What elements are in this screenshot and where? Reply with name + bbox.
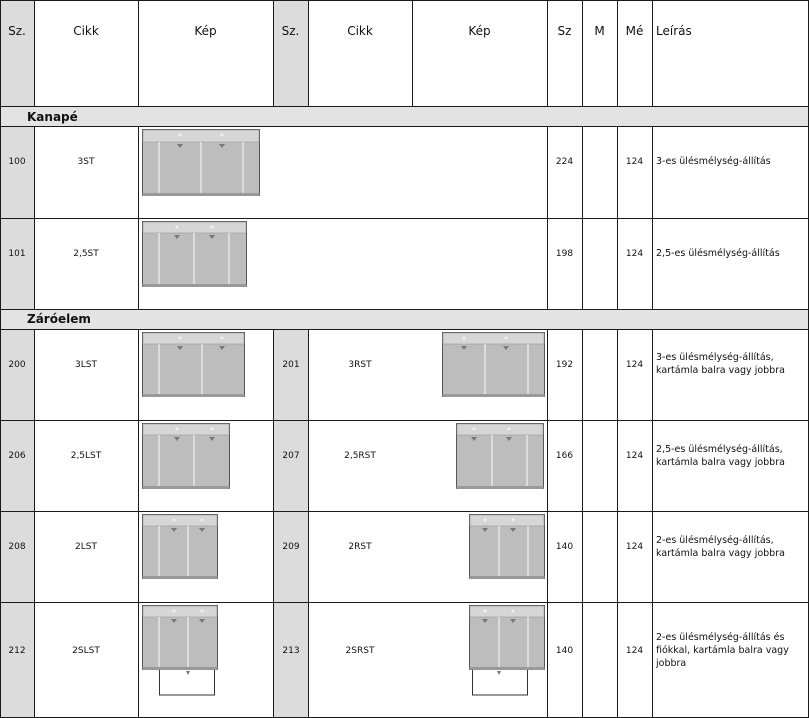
width-value: 140 bbox=[555, 646, 574, 656]
height-value: 124 bbox=[625, 646, 644, 656]
article-code: 2SLST bbox=[72, 646, 100, 656]
svg-text:*: * bbox=[511, 608, 515, 617]
svg-text:*: * bbox=[200, 517, 204, 526]
description: 3-es ülésmélység-állítás, kartámla balra vagy jobbra bbox=[656, 352, 785, 376]
sofa-2-seat-left-arm-icon bbox=[142, 514, 218, 580]
article-code: 2,5ST bbox=[73, 249, 99, 259]
height-value: 124 bbox=[625, 249, 644, 259]
sofa-2-5-seat-icon bbox=[142, 221, 247, 288]
svg-text:*: * bbox=[220, 335, 224, 344]
width-value: 140 bbox=[555, 542, 574, 552]
header-description: Leírás bbox=[656, 24, 692, 38]
article-number-right: 207 bbox=[282, 451, 300, 461]
article-number: 208 bbox=[8, 542, 26, 552]
header-sz-right: Sz. bbox=[281, 24, 300, 38]
article-number-right: 209 bbox=[282, 542, 300, 552]
height-value: 124 bbox=[625, 360, 644, 370]
width-value: 192 bbox=[555, 360, 574, 370]
article-code: 3ST bbox=[77, 157, 95, 167]
width-value: 224 bbox=[555, 157, 574, 167]
article-code: 2,5LST bbox=[70, 451, 102, 461]
sofa-2-5-seat-right-arm-icon bbox=[456, 423, 544, 490]
width-value: 198 bbox=[555, 249, 574, 259]
article-number-right: 201 bbox=[282, 360, 300, 370]
width-value: 166 bbox=[555, 451, 574, 461]
sofa-3-seat-right-arm-icon bbox=[442, 332, 545, 398]
header-depth: M bbox=[594, 24, 605, 38]
article-code-right: 2,5RST bbox=[344, 451, 376, 461]
description: 2,5-es ülésmélység-állítás bbox=[656, 248, 780, 259]
article-number-right: 213 bbox=[282, 646, 300, 656]
svg-text:*: * bbox=[462, 335, 466, 344]
description: 2-es ülésmélység-állítás, kartámla balra vagy jobbra bbox=[656, 535, 785, 559]
svg-text:*: * bbox=[472, 426, 476, 435]
svg-text:*: * bbox=[175, 224, 179, 233]
description: 3-es ülésmélység-állítás bbox=[656, 156, 771, 167]
article-code: 3LST bbox=[75, 360, 97, 370]
article-code: 2LST bbox=[75, 542, 97, 552]
height-value: 124 bbox=[625, 542, 644, 552]
svg-text:*: * bbox=[210, 426, 214, 435]
header-kep: Kép bbox=[194, 24, 217, 38]
svg-text:*: * bbox=[511, 517, 515, 526]
svg-text:*: * bbox=[220, 132, 224, 141]
article-number: 200 bbox=[8, 360, 26, 370]
header-sz: Sz. bbox=[8, 24, 26, 38]
svg-text:*: * bbox=[507, 426, 511, 435]
description: 2,5-es ülésmélység-állítás, kartámla balra vagy jobbra bbox=[656, 444, 785, 468]
header-cikk: Cikk bbox=[73, 24, 99, 38]
sofa-2-seat-drawer-right-arm-icon bbox=[469, 605, 545, 697]
article-number: 212 bbox=[8, 646, 26, 656]
svg-text:*: * bbox=[178, 132, 182, 141]
svg-text:*: * bbox=[175, 426, 179, 435]
section-title-zaroelem: Záróelem bbox=[27, 312, 91, 326]
height-value: 124 bbox=[625, 451, 644, 461]
svg-text:*: * bbox=[483, 608, 487, 617]
article-number: 206 bbox=[8, 451, 26, 461]
sofa-2-5-seat-left-arm-icon bbox=[142, 423, 230, 490]
svg-text:*: * bbox=[172, 517, 176, 526]
height-value: 124 bbox=[625, 157, 644, 167]
article-number: 101 bbox=[8, 249, 26, 259]
article-code-right: 3RST bbox=[348, 360, 372, 370]
svg-text:*: * bbox=[210, 224, 214, 233]
header-height: Mé bbox=[625, 24, 644, 38]
sofa-2-seat-drawer-left-arm-icon bbox=[142, 605, 218, 697]
svg-text:*: * bbox=[200, 608, 204, 617]
svg-text:*: * bbox=[172, 608, 176, 617]
svg-text:*: * bbox=[178, 335, 182, 344]
svg-text:*: * bbox=[504, 335, 508, 344]
svg-text:*: * bbox=[483, 517, 487, 526]
article-code-right: 2RST bbox=[348, 542, 372, 552]
header-kep-right: Kép bbox=[468, 24, 491, 38]
section-title-kanape: Kanapé bbox=[27, 110, 78, 124]
article-number: 100 bbox=[8, 157, 26, 167]
header-width: Sz bbox=[557, 24, 572, 38]
sofa-2-seat-right-arm-icon bbox=[469, 514, 545, 580]
sofa-3-seat-left-arm-icon bbox=[142, 332, 245, 398]
description: 2-es ülésmélység-állítás és fiókkal, kartámla balra vagy jobbra bbox=[656, 632, 789, 669]
article-code-right: 2SRST bbox=[345, 646, 375, 656]
header-cikk-right: Cikk bbox=[347, 24, 373, 38]
sofa-3-seat-icon bbox=[142, 129, 260, 197]
